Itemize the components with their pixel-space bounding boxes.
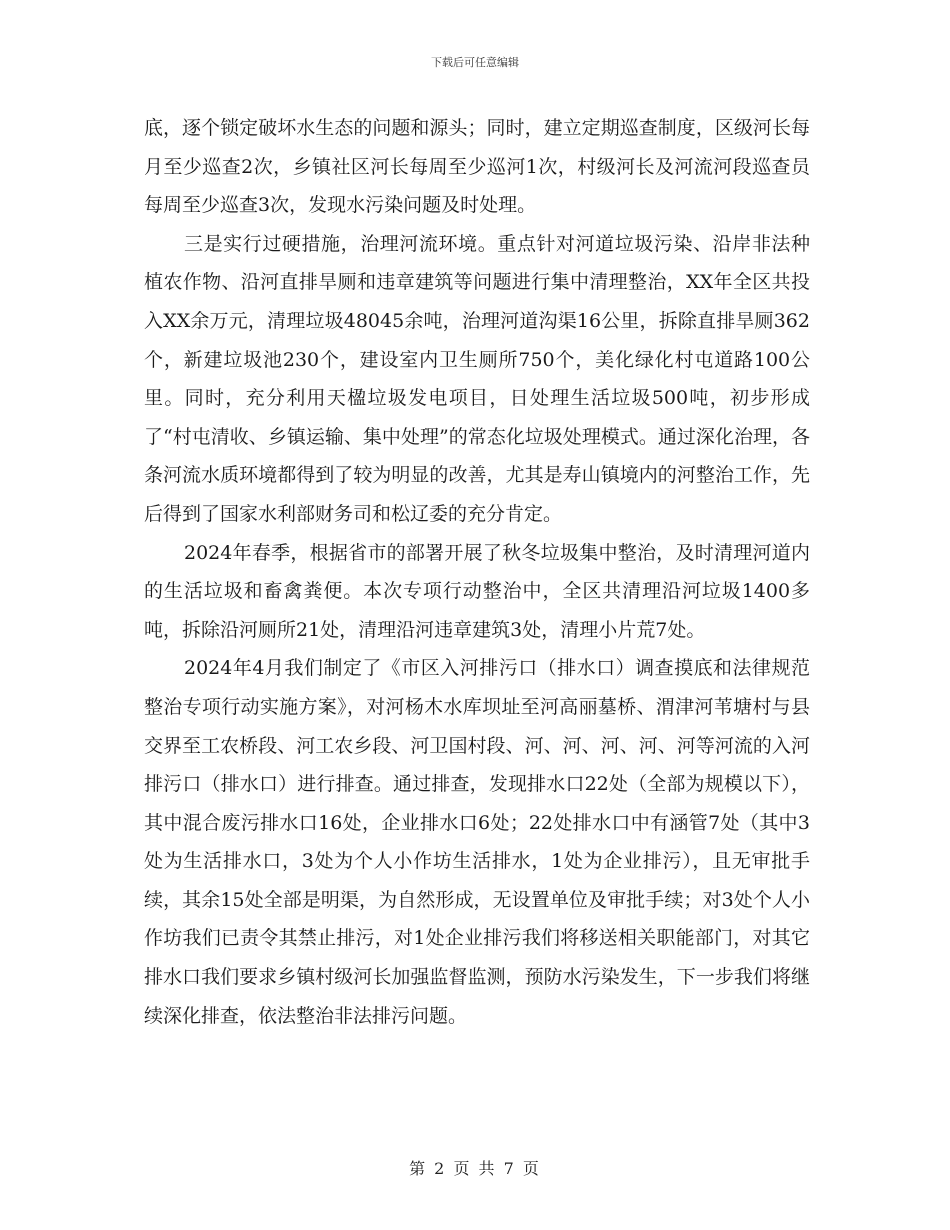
paragraph-outfall-survey: 2024年4月我们制定了《市区入河排污口（排水口）调查摸底和法律规范整治专项行动实施方案》，对河杨木水库坝址至河高丽墓桥、渭津河苇塘村与县交界至工农桥段、河工农乡段、河卫国村段、河、河、河、河、河等河流的入河排污口（排水口）进行排查。通过排查，发现排水口22处（全部为规模以下），其中混合废污排水口16处，企业排水口6处；22处排水口中有涵管7处（其中3处为生活排水口，3处为个人小作坊生活排水，1处为企业排污），且无审批手续，其余15处全部是明渠，为自然形成，无设置单位及审批手续；对3处个人小作坊我们已责令其禁止排污，对1处企业排污我们将移送相关职能部门，对其它排水口我们要求乡镇村级河长加强监督监测，预防水污染发生，下一步我们将继续深化排查，依法整治非法排污问题。 [144, 657, 810, 1027]
paragraph-continuation: 底，逐个锁定破坏水生态的问题和源头；同时，建立定期巡查制度，区级河长每月至少巡查2次，乡镇社区河长每周至少巡河1次，村级河长及河流河段巡查员每周至少巡查3次，发现水污染问题及时处理。 [144, 117, 810, 217]
paragraph-measures: 三是实行过硬措施，治理河流环境。重点针对河道垃圾污染、沿岸非法种植农作物、沿河直排旱厕和违章建筑等问题进行集中清理整治，XX年全区共投入XX余万元，清理垃圾48045余吨，治理河道沟渠16公里，拆除直排旱厕362个，新建垃圾池230个，建设室内卫生厕所750个，美化绿化村屯道路100公里。同时，充分利用天楹垃圾发电项目，日处理生活垃圾500吨，初步形成了“村屯清收、乡镇运输、集中处理”的常态化垃圾处理模式。通过深化治理，各条河流水质环境都得到了较为明显的改善，尤其是寿山镇境内的河整治工作，先后得到了国家水利部财务司和松辽委的充分肯定。 [144, 232, 810, 525]
body-content [144, 109, 810, 1035]
header-note: 下载后可任意编辑 [431, 56, 519, 69]
paragraph-spring-cleanup: 2024年春季，根据省市的部署开展了秋冬垃圾集中整治，及时清理河道内的生活垃圾和畜禽粪便。本次专项行动整治中，全区共清理沿河垃圾1400多吨，拆除沿河厕所21处，清理沿河违章建筑3处，清理小片荒7处。 [144, 541, 810, 641]
page-number: 第 2 页 共 7 页 [409, 1159, 541, 1178]
